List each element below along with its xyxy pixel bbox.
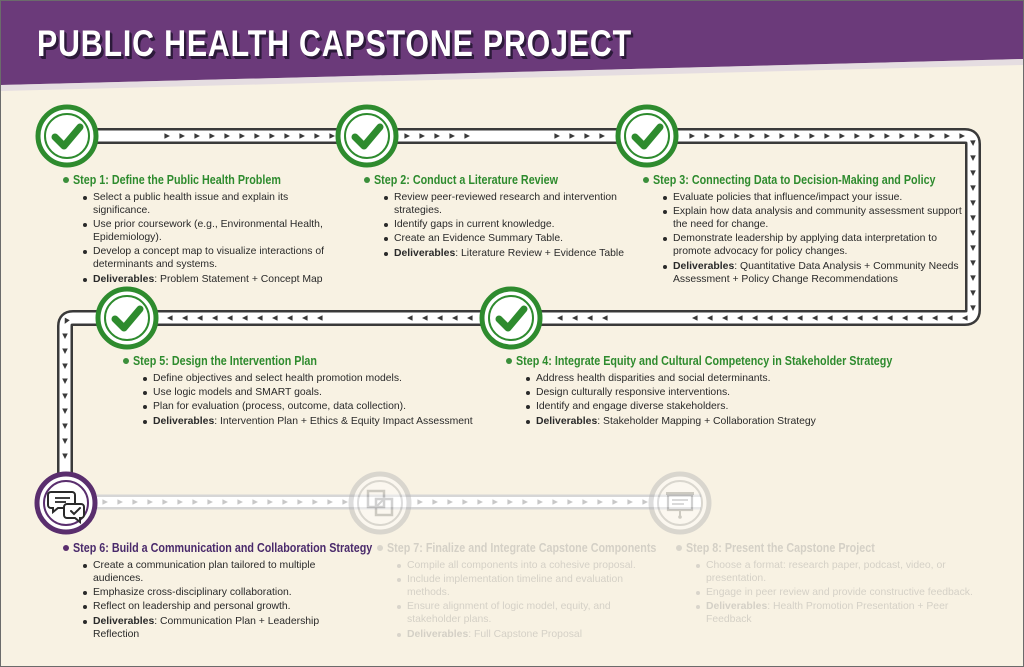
step-6-heading: Step 6: Build a Communication and Collaboration Strategy (73, 541, 373, 555)
step-5-bullet-3: Plan for evaluation (process, outcome, data collection). (153, 400, 483, 413)
page-title: PUBLIC HEALTH CAPSTONE PROJECT (37, 23, 632, 64)
step-1-heading: Step 1: Define the Public Health Problem (73, 173, 343, 188)
step-6-deliverables: Deliverables: Communication Plan + Leadership Reflection (93, 615, 335, 641)
step-3-block (653, 173, 963, 287)
step-3-checkmark-icon (615, 104, 679, 168)
step-4-bullet-2: Design culturally responsive interventions. (536, 386, 916, 399)
step-6-bullet-1: Create a communication plan tailored to multiple audiences. (93, 559, 335, 585)
step-2-checkmark-icon (335, 104, 399, 168)
step-3-bullet-1: Evaluate policies that influence/impact your issue. (673, 191, 963, 204)
step-7-puzzle-squares-icon (348, 471, 412, 535)
step-2-bullet-3: Create an Evidence Summary Table. (394, 232, 624, 245)
step-5-checkmark-icon (95, 286, 159, 350)
step-4-deliverables: Deliverables: Stakeholder Mapping + Collaboration Strategy (536, 415, 916, 428)
step-3-deliverables: Deliverables: Quantitative Data Analysis + Community Needs Assessment + Policy Change Recommendations (673, 260, 963, 286)
step-7-bullet-2: Include implementation timeline and evaluation methods. (407, 573, 649, 599)
step-8-presentation-screen-icon (648, 471, 712, 535)
step-4-checkmark-icon (479, 286, 543, 350)
step-1-checkmark-icon (35, 104, 99, 168)
step-3-bullet-3: Demonstrate leadership by applying data interpretation to promote advocacy for policy changes. (673, 232, 963, 258)
step-1-block (73, 173, 343, 287)
step-4-block (516, 354, 916, 429)
step-8-block (686, 541, 986, 628)
step-7-bullet-3: Ensure alignment of logic model, equity, and stakeholder plans. (407, 600, 649, 626)
step-5-deliverables: Deliverables: Intervention Plan + Ethics & Equity Impact Assessment (153, 415, 483, 428)
step-3-bullet-2: Explain how data analysis and community assessment support the need for change. (673, 206, 962, 231)
step-6-bullet-2: Emphasize cross-disciplinary collaboration. (93, 586, 335, 599)
step-7-deliverables: Deliverables: Full Capstone Proposal (407, 628, 649, 641)
step-8-bullet-2: Engage in peer review and provide constructive feedback. (706, 586, 986, 599)
step-6-chat-bubbles-icon (34, 471, 98, 535)
step-3-heading: Step 3: Connecting Data to Decision-Making and Policy (653, 173, 963, 188)
step-6-block (73, 541, 373, 642)
step-1-deliverables: Deliverables: Problem Statement + Concept Map (93, 273, 343, 286)
step-5-bullet-1: Define objectives and select health promotion models. (153, 372, 483, 385)
step-4-bullet-1: Address health disparities and social determinants. (536, 372, 916, 385)
step-7-block (387, 541, 657, 642)
step-2-heading: Step 2: Conduct a Literature Review (374, 173, 624, 188)
step-1-bullet-1: Select a public health issue and explain its significance. (93, 191, 343, 217)
step-4-heading: Step 4: Integrate Equity and Cultural Competency in Stakeholder Strategy (516, 354, 916, 369)
step-2-block (374, 173, 624, 261)
step-5-heading: Step 5: Design the Intervention Plan (133, 354, 483, 369)
step-1-bullet-2: Use prior coursework (e.g., Environmental Health, Epidemiology). (93, 218, 343, 244)
step-2-bullet-1: Review peer-reviewed research and intervention strategies. (394, 191, 624, 217)
step-1-bullet-3: Develop a concept map to visualize interactions of determinants and systems. (93, 245, 343, 271)
step-5-block (133, 354, 483, 429)
step-6-bullet-3: Reflect on leadership and personal growth. (93, 600, 335, 613)
step-2-deliverables: Deliverables: Literature Review + Evidence Table (394, 247, 624, 259)
step-7-bullet-1: Compile all components into a cohesive proposal. (407, 559, 649, 572)
step-5-bullet-2: Use logic models and SMART goals. (153, 386, 483, 399)
step-4-bullet-3: Identify and engage diverse stakeholders. (536, 400, 916, 413)
step-8-heading: Step 8: Present the Capstone Project (686, 541, 986, 556)
step-2-bullet-2: Identify gaps in current knowledge. (394, 218, 624, 231)
step-7-heading: Step 7: Finalize and Integrate Capstone Components (387, 541, 657, 555)
step-8-bullet-1: Choose a format: research paper, podcast, video, or presentation. (706, 559, 986, 585)
step-8-deliverables: Deliverables: Health Promotion Presentation + Peer Feedback (706, 600, 986, 626)
